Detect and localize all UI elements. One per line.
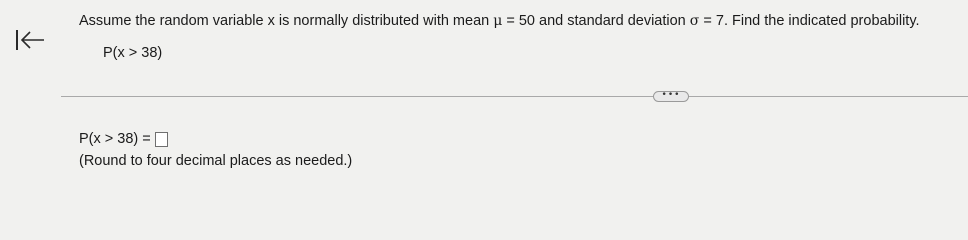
- sigma-value: = 7: [699, 13, 724, 29]
- question-part3: . Find the indicated probability.: [723, 13, 920, 29]
- mu-value: = 50: [502, 13, 535, 29]
- question-part1: Assume the random variable x is normally distributed with mean: [79, 13, 494, 29]
- answer-row: [79, 130, 168, 148]
- rounding-instruction: (Round to four decimal places as needed.): [79, 153, 353, 169]
- answer-expression: P(x > 38) =: [79, 131, 151, 147]
- answer-input[interactable]: [155, 132, 168, 147]
- probability-expression: P(x > 38): [103, 45, 163, 61]
- ellipsis-icon: •••: [661, 89, 681, 100]
- arrow-left-to-bar-icon: [14, 28, 48, 52]
- back-button[interactable]: [14, 28, 48, 52]
- question-part2: and standard deviation: [535, 13, 690, 29]
- more-options-button[interactable]: [653, 91, 689, 102]
- section-divider: [61, 96, 968, 97]
- mu-symbol: μ: [493, 13, 503, 29]
- sigma-symbol: σ: [689, 13, 700, 29]
- question-text: [79, 12, 920, 30]
